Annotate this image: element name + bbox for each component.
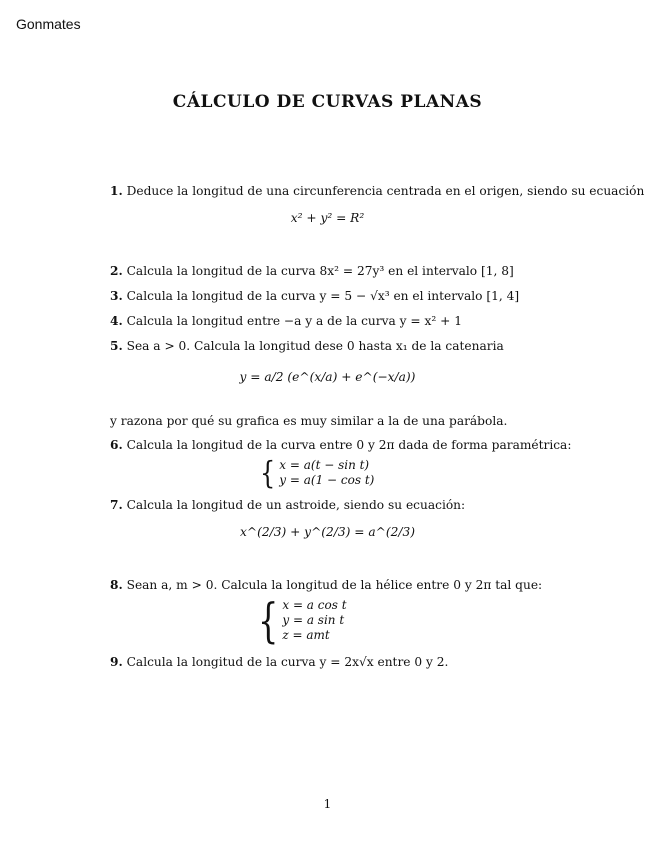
problem-7: 7. Calcula la longitud de un astroide, siendo su ecuación: [110,498,466,512]
equation-catenary: y = a/2 (e^(x/a) + e^(−x/a)) [239,370,416,384]
param-6-y: y = a(1 − cos t) [279,473,375,487]
document-header: Gonmates [16,16,81,32]
problem-1: 1. Deduce la longitud de una circunferencia centrada en el origen, siendo su ecuación [110,184,645,198]
left-brace-icon: { [260,454,276,492]
page-title: CÁLCULO DE CURVAS PLANAS [172,92,483,112]
equation-astroid: x^(2/3) + y^(2/3) = a^(2/3) [240,525,415,539]
problem-5: 5. Sea a > 0. Calcula la longitud dese 0 hasta x₁ de la catenaria [110,339,504,353]
problem-3: 3. Calcula la longitud de la curva y = 5 − √x³ en el intervalo [1, 4] [110,289,520,303]
parametric-system-8 [258,592,347,649]
problem-2: 2. Calcula la longitud de la curva 8x² = 27y³ en el intervalo [1, 8] [110,264,514,278]
parametric-system-6 [260,454,375,492]
problem-4: 4. Calcula la longitud entre −a y a de la curva y = x² + 1 [110,314,462,328]
param-8-z: z = amt [282,628,330,642]
problem-6: 6. Calcula la longitud de la curva entre 0 y 2π dada de forma paramétrica: [110,438,572,452]
problem-5-continuation: y razona por qué su grafica es muy similar a la de una parábola. [110,414,508,428]
param-8-x: x = a cos t [282,598,347,612]
equation-circle: x² + y² = R² [290,211,365,225]
param-6-x: x = a(t − sin t) [279,458,370,472]
left-brace-icon: { [258,592,279,649]
problem-8: 8. Sean a, m > 0. Calcula la longitud de la hélice entre 0 y 2π tal que: [110,578,543,592]
param-8-y: y = a sin t [282,613,345,627]
page-number: 1 [323,797,332,811]
problem-9: 9. Calcula la longitud de la curva y = 2x√x entre 0 y 2. [110,655,449,669]
